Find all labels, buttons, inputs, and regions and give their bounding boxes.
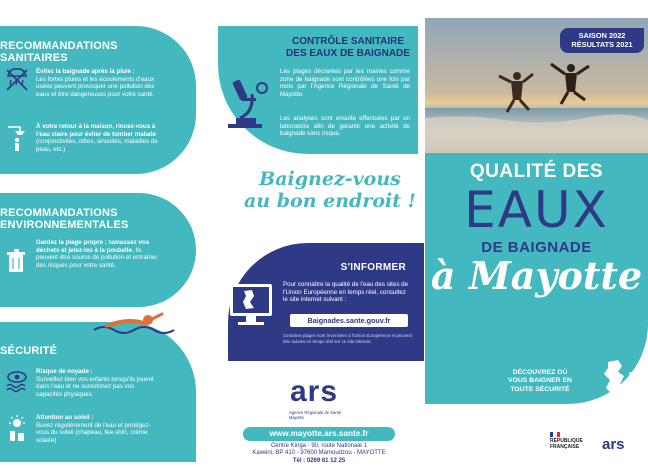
securite-card bbox=[0, 322, 196, 462]
trash-bin-icon bbox=[4, 245, 30, 275]
title-line: ENVIRONNEMENTALES bbox=[0, 219, 129, 231]
cover-title-line-1: QUALITÉ DES bbox=[469, 161, 604, 182]
title-line: SANITAIRES bbox=[0, 52, 68, 64]
cover-subtitle bbox=[485, 369, 595, 394]
republique-francaise-logo bbox=[550, 438, 583, 450]
swimmer-illustration bbox=[92, 310, 178, 336]
sun-protection-icon bbox=[4, 414, 30, 444]
address-line: Kawéni, BP 410 - 97600 Mamoudzou - MAYOTTE bbox=[252, 450, 386, 457]
sinformer-title: S'INFORMER bbox=[340, 262, 406, 273]
para-bold: À votre retour à la maison, rincez-vous à l'eau claire pour éviter de tomber malade bbox=[36, 123, 157, 138]
slogan-line: Baignez-vous bbox=[259, 168, 401, 190]
rf-line: FRANÇAISE bbox=[550, 444, 580, 450]
controle-title bbox=[278, 36, 418, 59]
subtitle-line: TOUTE SÉCURITÉ bbox=[510, 385, 570, 393]
microscope-icon bbox=[226, 72, 270, 130]
sinformer-note: Certaines plages sont recensées à l'Union Européenne et peuvent être suivies en temps réel sur ce site internet. bbox=[283, 333, 412, 344]
cover-title-line-3: DE BAIGNADE bbox=[481, 239, 592, 256]
controle-paragraph-1: Les plages déclarées par les mairies comme zone de baignade sont contrôlées une fois par mois par l'Agence Régionale de Santé de Mayotte. bbox=[280, 68, 410, 98]
controle-paragraph-2: Les analyses sont ensuite effectuées par un laboratoire afin de garantir une activité de baignade sans risque. bbox=[280, 115, 410, 138]
para-bold: Attention au soleil : bbox=[36, 414, 94, 421]
para-bold: Gardez la plage propre : ramassez vos déchets et jetez-les à la poubelle. bbox=[36, 239, 150, 254]
recommandations-environnementales-card bbox=[0, 193, 196, 307]
subtitle-line: DÉCOUVREZ OÙ bbox=[512, 369, 568, 376]
slogan-line: au bon endroit ! bbox=[244, 190, 416, 212]
para-text: Ils peuvent être source de pollution et entraîner des risques pour votre santé. bbox=[36, 246, 158, 269]
mayotte-map-icon bbox=[598, 358, 638, 406]
para-text: (conjonctivites, otites, sinusites, maladies de peau, etc.) bbox=[36, 138, 158, 153]
card-title bbox=[0, 207, 128, 231]
drowning-eye-icon bbox=[4, 368, 30, 394]
cover-title-mayotte: à Mayotte bbox=[430, 253, 643, 298]
title-line: CONTRÔLE SANITAIRE bbox=[291, 36, 405, 47]
para-bold: Évitez la baignade après la pluie : bbox=[36, 68, 135, 75]
environnement-paragraph bbox=[36, 239, 158, 269]
logo-sub-line: Mayotte bbox=[289, 415, 304, 420]
season-line: RÉSULTATS 2021 bbox=[571, 40, 633, 49]
phone-number: Tél : 0269 61 12 25 bbox=[292, 457, 346, 464]
ars-logo: ars bbox=[290, 375, 339, 408]
sanitaire-paragraph-1 bbox=[36, 68, 158, 98]
logo-sub-line: Agence Régionale de Santé bbox=[289, 410, 342, 415]
title-line: RECOMMANDATIONS bbox=[0, 40, 118, 52]
ars-small-logo: ars bbox=[602, 436, 625, 453]
title-line: DES EAUX DE BAIGNADE bbox=[286, 47, 410, 59]
card-title: SÉCURITÉ bbox=[0, 345, 58, 357]
securite-paragraph-1 bbox=[36, 368, 158, 398]
website-link[interactable]: www.mayotte.ars.sante.fr bbox=[243, 427, 395, 441]
computer-map-icon bbox=[228, 282, 278, 330]
sinformer-text: Pour connaître la qualité de l'eau des sites de l'Union Européenne en temps réel, consultez le site internet suivant : bbox=[283, 281, 409, 304]
para-text: Les fortes pluies et les écoulements d'eaux usées peuvent provoquer une pollution des eaux et être dangereuses pour votre santé. bbox=[36, 75, 155, 98]
securite-paragraph-2 bbox=[36, 414, 158, 444]
baignades-link[interactable]: Baignades.sante.gouv.fr bbox=[290, 314, 408, 327]
sanitaire-paragraph-2 bbox=[36, 123, 158, 153]
season-line: SAISON 2022 bbox=[578, 31, 626, 40]
slogan bbox=[240, 168, 420, 212]
ars-logo-subtitle bbox=[289, 410, 341, 420]
address-line: Centre Kinga - 90, route Nationale 1 bbox=[270, 443, 368, 449]
shower-icon bbox=[4, 123, 30, 153]
subtitle-line: VOUS BAIGNER EN bbox=[508, 377, 572, 385]
recommandations-sanitaires-card bbox=[0, 26, 196, 174]
season-badge bbox=[560, 28, 644, 53]
cover-title-eaux: EAUX bbox=[464, 181, 609, 239]
address-block bbox=[238, 443, 400, 465]
para-text: Surveillez bien vos enfants lorsqu'ils jouent dans l'eau et ne surestimez pas vos capacités physiques. bbox=[36, 375, 154, 398]
rf-line: RÉPUBLIQUE bbox=[550, 438, 583, 444]
para-bold: Risque de noyade : bbox=[36, 368, 93, 375]
no-rain-icon bbox=[4, 66, 30, 94]
para-text: Buvez régulièrement de l'eau et protégez-vous du soleil (chapeau, tee-shirt, crème solaire) bbox=[36, 421, 151, 444]
card-title bbox=[0, 40, 118, 64]
french-flag-icon bbox=[550, 432, 560, 437]
title-line: RECOMMANDATIONS bbox=[0, 207, 118, 219]
